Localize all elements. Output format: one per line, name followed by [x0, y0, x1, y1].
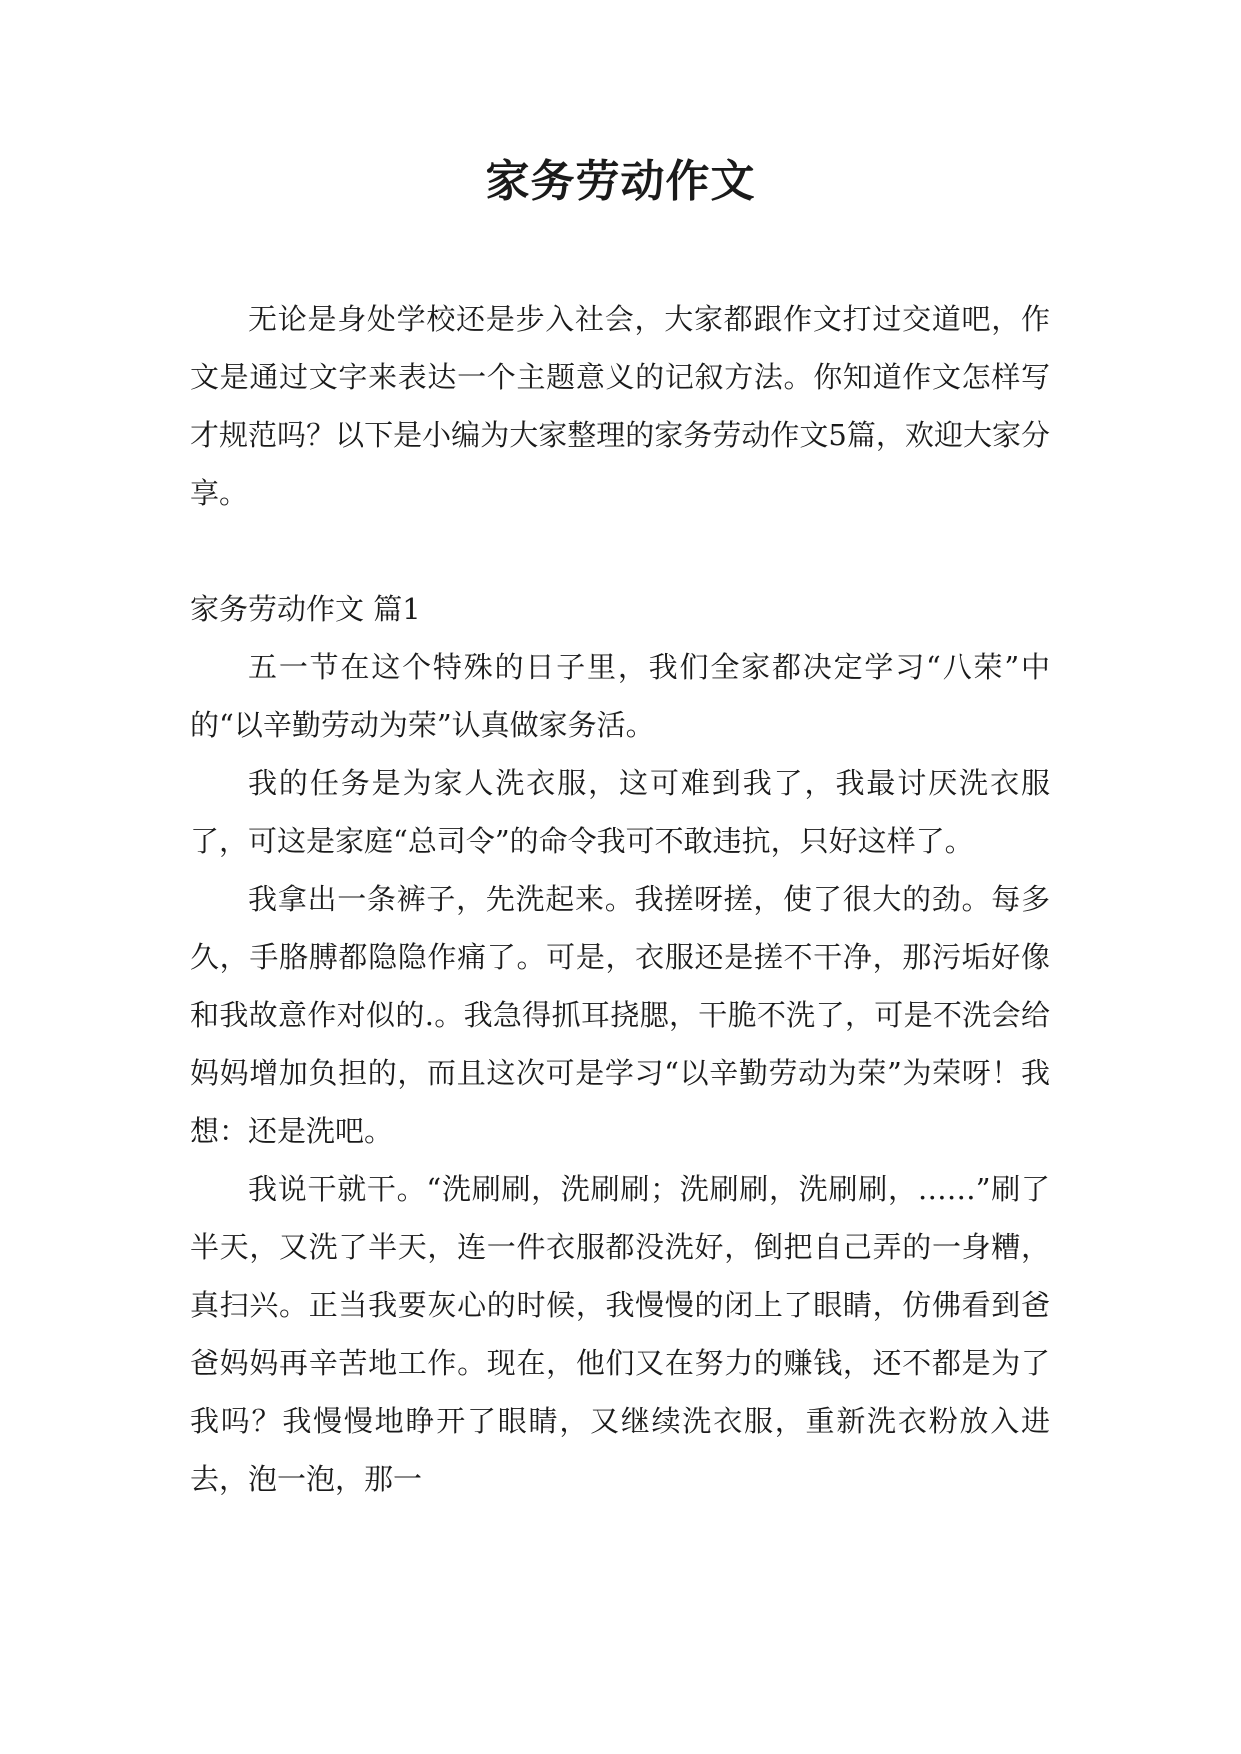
section-heading: 家务劳动作文 篇1	[190, 592, 421, 626]
body-paragraph: 五一节在这个特殊的日子里，我们全家都决定学习“八荣”中的“以辛勤劳动为荣”认真做家务活。	[190, 650, 1050, 742]
intro-paragraph: 无论是身处学校还是步入社会，大家都跟作文打过交道吧，作文是通过文字来表达一个主题意义的记叙方法。你知道作文怎样写才规范吗？以下是小编为大家整理的家务劳动作文5篇，欢迎大家分享。	[190, 302, 1050, 510]
body-paragraph: 我说干就干。“洗刷刷，洗刷刷；洗刷刷，洗刷刷，……”刷了半天，又洗了半天，连一件衣服都没洗好，倒把自己弄的一身糟，真扫兴。正当我要灰心的时候，我慢慢的闭上了眼睛，仿佛看到爸爸妈妈再辛苦地工作。现在，他们又在努力的赚钱，还不都是为了我吗？我慢慢地睁开了眼睛，又继续洗衣服，重新洗衣粉放入进去，泡一泡，那一	[190, 1172, 1050, 1496]
document-body	[190, 290, 1050, 1508]
body-paragraph: 我拿出一条裤子，先洗起来。我搓呀搓，使了很大的劲。每多久，手胳膊都隐隐作痛了。可是，衣服还是搓不干净，那污垢好像和我故意作对似的.。我急得抓耳挠腮，干脆不洗了，可是不洗会给妈妈增加负担的，而且这次可是学习“以辛勤劳动为荣”为荣呀！我想：还是洗吧。	[190, 882, 1050, 1148]
document-title: 家务劳动作文	[485, 156, 756, 207]
body-paragraph: 我的任务是为家人洗衣服，这可难到我了，我最讨厌洗衣服了，可这是家庭“总司令”的命令我可不敢违抗，只好这样了。	[190, 766, 1050, 858]
